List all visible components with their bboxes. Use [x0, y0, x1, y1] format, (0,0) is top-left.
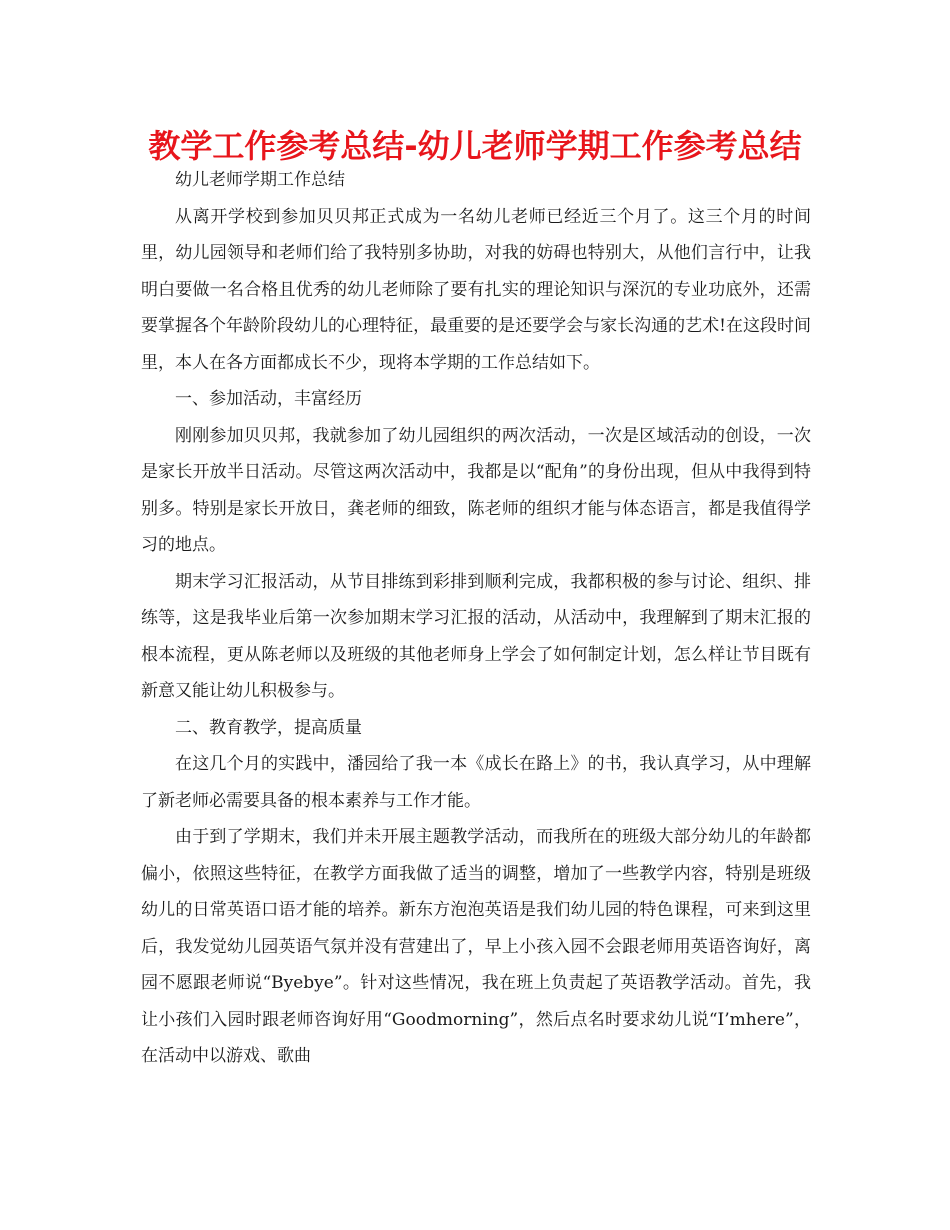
body-paragraph: 在这几个月的实践中，潘园给了我一本《成长在路上》的书，我认真学习，从中理解了新老师必需要具备的根本素养与工作才能。: [141, 754, 811, 811]
body-paragraph: 由于到了学期末，我们并未开展主题教学活动，而我所在的班级大部分幼儿的年龄都偏小，依照这些特征，在教学方面我做了适当的调整，增加了一些教学内容，特别是班级幼儿的日常英语口语才能的培养。新东方泡泡英语是我们幼儿园的特色课程，可来到这里后，我发觉幼儿园英语气氛并没有营建出了，早上小孩入园不会跟老师用英语咨询好，离园不愿跟老师说“Byebye”。针对这些情况，我在班上负责起了英语教学活动。首先，我让小孩们入园时跟老师咨询好用“Goodmorning”，然后点名时要求幼儿说“I’mhere”，在活动中以游戏、歌曲: [141, 827, 811, 1066]
body-paragraph: 刚刚参加贝贝邦，我就参加了幼儿园组织的两次活动，一次是区域活动的创设，一次是家长开放半日活动。尽管这两次活动中，我都是以“配角”的身份出现，但从中我得到特别多。特别是家长开放日，龚老师的细致，陈老师的组织才能与体态语言，都是我值得学习的地点。: [141, 425, 811, 555]
intro-paragraph: 从离开学校到参加贝贝邦正式成为一名幼儿老师已经近三个月了。这三个月的时间里，幼儿园领导和老师们给了我特别多协助，对我的妨碍也特别大，从他们言行中，让我明白要做一名合格且优秀的幼儿老师除了要有扎实的理论知识与深沉的专业功底外，还需要掌握各个年龄阶段幼儿的心理特征，最重要的是还要学会与家长沟通的艺术!在这段时间里，本人在各方面都成长不少，现将本学期的工作总结如下。: [141, 206, 811, 373]
document-title: 教学工作参考总结-幼儿老师学期工作参考总结: [148, 127, 802, 165]
body-paragraph: 期末学习汇报活动，从节目排练到彩排到顺利完成，我都积极的参与讨论、组织、排练等，这是我毕业后第一次参加期末学习汇报的活动，从活动中，我理解到了期末汇报的根本流程，更从陈老师以及班级的其他老师身上学会了如何制定计划，怎么样让节目既有新意又能让幼儿积极参与。: [141, 571, 811, 701]
section-heading-2: 二、教育教学，提高质量: [175, 717, 362, 738]
subtitle-paragraph: 幼儿老师学期工作总结: [175, 170, 345, 190]
section-heading-1: 一、参加活动，丰富经历: [175, 389, 362, 409]
document-body: [141, 162, 811, 1075]
